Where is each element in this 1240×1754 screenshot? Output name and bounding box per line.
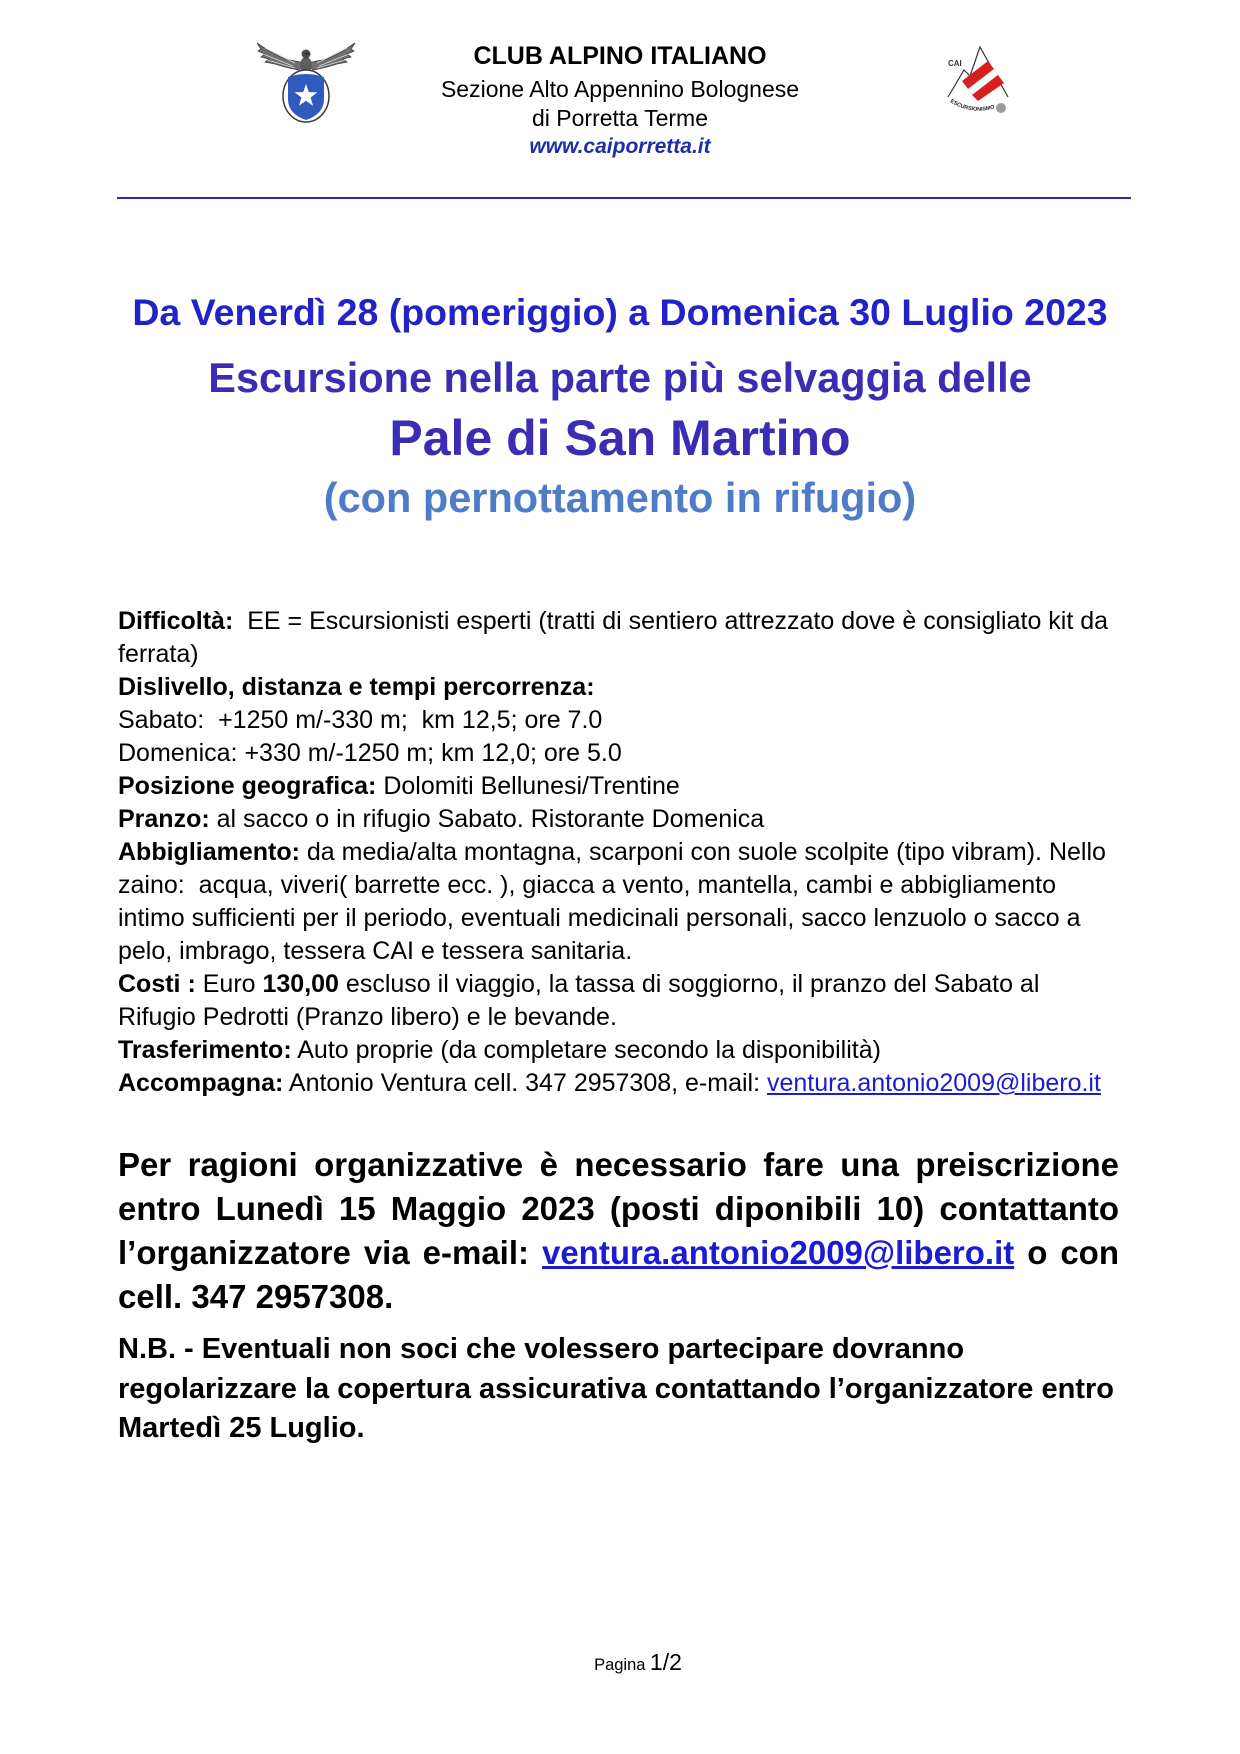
lunch-label: Pranzo: xyxy=(118,805,210,833)
guide-email-link[interactable]: ventura.antonio2009@libero.it xyxy=(767,1069,1101,1097)
guide-text: Antonio Ventura cell. 347 2957308, e-mail: xyxy=(288,1069,761,1097)
costs-text: escluso il viaggio, la tassa di soggiorno, il pranzo del Sabato al xyxy=(345,970,1040,998)
registration-email-link[interactable]: ventura.antonio2009@libero.it xyxy=(541,1234,1015,1271)
registration-notice xyxy=(118,1143,1119,1319)
costs-line xyxy=(118,968,1118,1001)
event-note: (con pernottamento in rifugio) xyxy=(323,474,917,521)
website-row xyxy=(0,132,1240,162)
note-line-3: Martedì 25 Luglio. xyxy=(118,1412,365,1444)
logo-text-escursionismo-wrap xyxy=(949,99,996,113)
registration-line-3 xyxy=(118,1231,1119,1275)
registration-line-2: entro Lunedì 15 Maggio 2023 (posti diponibili 10) contattanto xyxy=(118,1190,1119,1227)
route-saturday: Sabato: +1250 m/-330 m; km 12,5; ore 7.0 xyxy=(118,706,603,734)
clothing-line-3 xyxy=(118,902,1118,935)
event-details xyxy=(118,605,1118,1100)
clothing-line-2 xyxy=(118,869,1118,902)
difficulty-line-cont xyxy=(118,638,1118,671)
transfer-label: Trasferimento: xyxy=(118,1036,292,1064)
small-emblem-icon xyxy=(996,103,1006,113)
website-link[interactable]: www.caiporretta.it xyxy=(529,135,711,158)
clothing-label: Abbigliamento: xyxy=(118,838,300,866)
cai-escursionismo-logo-icon xyxy=(944,39,1011,121)
clothing-line xyxy=(118,836,1118,869)
costs-amount: 130,00 xyxy=(262,970,339,998)
page-label: Pagina xyxy=(594,1656,646,1674)
town-name: di Porretta Terme xyxy=(532,105,708,131)
route-sunday-line xyxy=(118,737,1118,770)
note-line-1: N.B. - Eventuali non soci che volessero partecipare dovranno xyxy=(118,1333,965,1365)
event-intro: Escursione nella parte più selvaggia delle xyxy=(208,354,1032,401)
note-line-2: regolarizzare la copertura assicurativa contattando l’organizzatore entro xyxy=(118,1372,1114,1405)
location-line xyxy=(118,770,1118,803)
difficulty-text-cont: ferrata) xyxy=(118,640,199,668)
guide-line xyxy=(118,1067,1118,1100)
difficulty-text: EE = Escursionisti esperti (tratti di sentiero attrezzato dove è consigliato kit da xyxy=(247,607,1109,635)
lunch-text: al sacco o in rifugio Sabato. Ristorante Domenica xyxy=(216,805,765,833)
route-saturday-line xyxy=(118,704,1118,737)
clothing-line-4 xyxy=(118,935,1118,968)
costs-line-2 xyxy=(118,1001,1118,1034)
costs-currency: Euro xyxy=(202,970,256,998)
location-text: Dolomiti Bellunesi/Trentine xyxy=(383,772,680,800)
clothing-text-3: intimo sufficienti per il periodo, eventuali medicinali personali, sacco lenzuolo o sacco a xyxy=(118,904,1081,932)
logo-text-cai: CAI xyxy=(948,59,962,68)
guide-label: Accompagna: xyxy=(118,1069,284,1097)
route-sunday: Domenica: +330 m/-1250 m; km 12,0; ore 5.0 xyxy=(118,739,622,767)
route-label: Dislivello, distanza e tempi percorrenza: xyxy=(118,673,595,701)
difficulty-line xyxy=(118,605,1118,638)
header-divider xyxy=(117,197,1131,199)
event-place: Pale di San Martino xyxy=(389,410,851,466)
page-number: 1/2 xyxy=(649,1649,682,1675)
costs-label: Costi : xyxy=(118,970,196,998)
location-label: Posizione geografica: xyxy=(118,772,377,800)
costs-text-2: Rifugio Pedrotti (Pranzo libero) e le bevande. xyxy=(118,1003,617,1031)
registration-line-4: cell. 347 2957308. xyxy=(118,1278,394,1315)
page-footer xyxy=(538,1646,738,1682)
clothing-text-4: pelo, imbrago, tessera CAI e tessera sanitaria. xyxy=(118,937,633,965)
lunch-line xyxy=(118,803,1118,836)
insurance-note xyxy=(118,1330,1128,1449)
registration-contact-text: l’organizzatore via e-mail: xyxy=(118,1234,530,1271)
clothing-text-2: zaino: acqua, viveri( barrette ecc. ), giacca a vento, mantella, cambi e abbigliamento xyxy=(118,871,1056,899)
section-name: Sezione Alto Appennino Bolognese xyxy=(440,76,800,102)
logo-text-escursionismo: ESCURSIONISMO xyxy=(949,98,996,113)
route-label-line xyxy=(118,671,1118,704)
event-dates: Da Venerdì 28 (pomeriggio) a Domenica 30 Luglio 2023 xyxy=(132,291,1108,333)
difficulty-label: Difficoltà: xyxy=(118,607,234,635)
registration-line-1: Per ragioni organizzative è necessario fare una preiscrizione xyxy=(118,1146,1119,1183)
registration-contact-alt: o con xyxy=(1027,1234,1119,1271)
transfer-line xyxy=(118,1034,1118,1067)
clothing-text: da media/alta montagna, scarponi con suole scolpite (tipo vibram). Nello xyxy=(306,838,1106,866)
org-name: CLUB ALPINO ITALIANO xyxy=(473,42,767,70)
transfer-text: Auto proprie (da completare secondo la disponibilità) xyxy=(297,1036,881,1064)
